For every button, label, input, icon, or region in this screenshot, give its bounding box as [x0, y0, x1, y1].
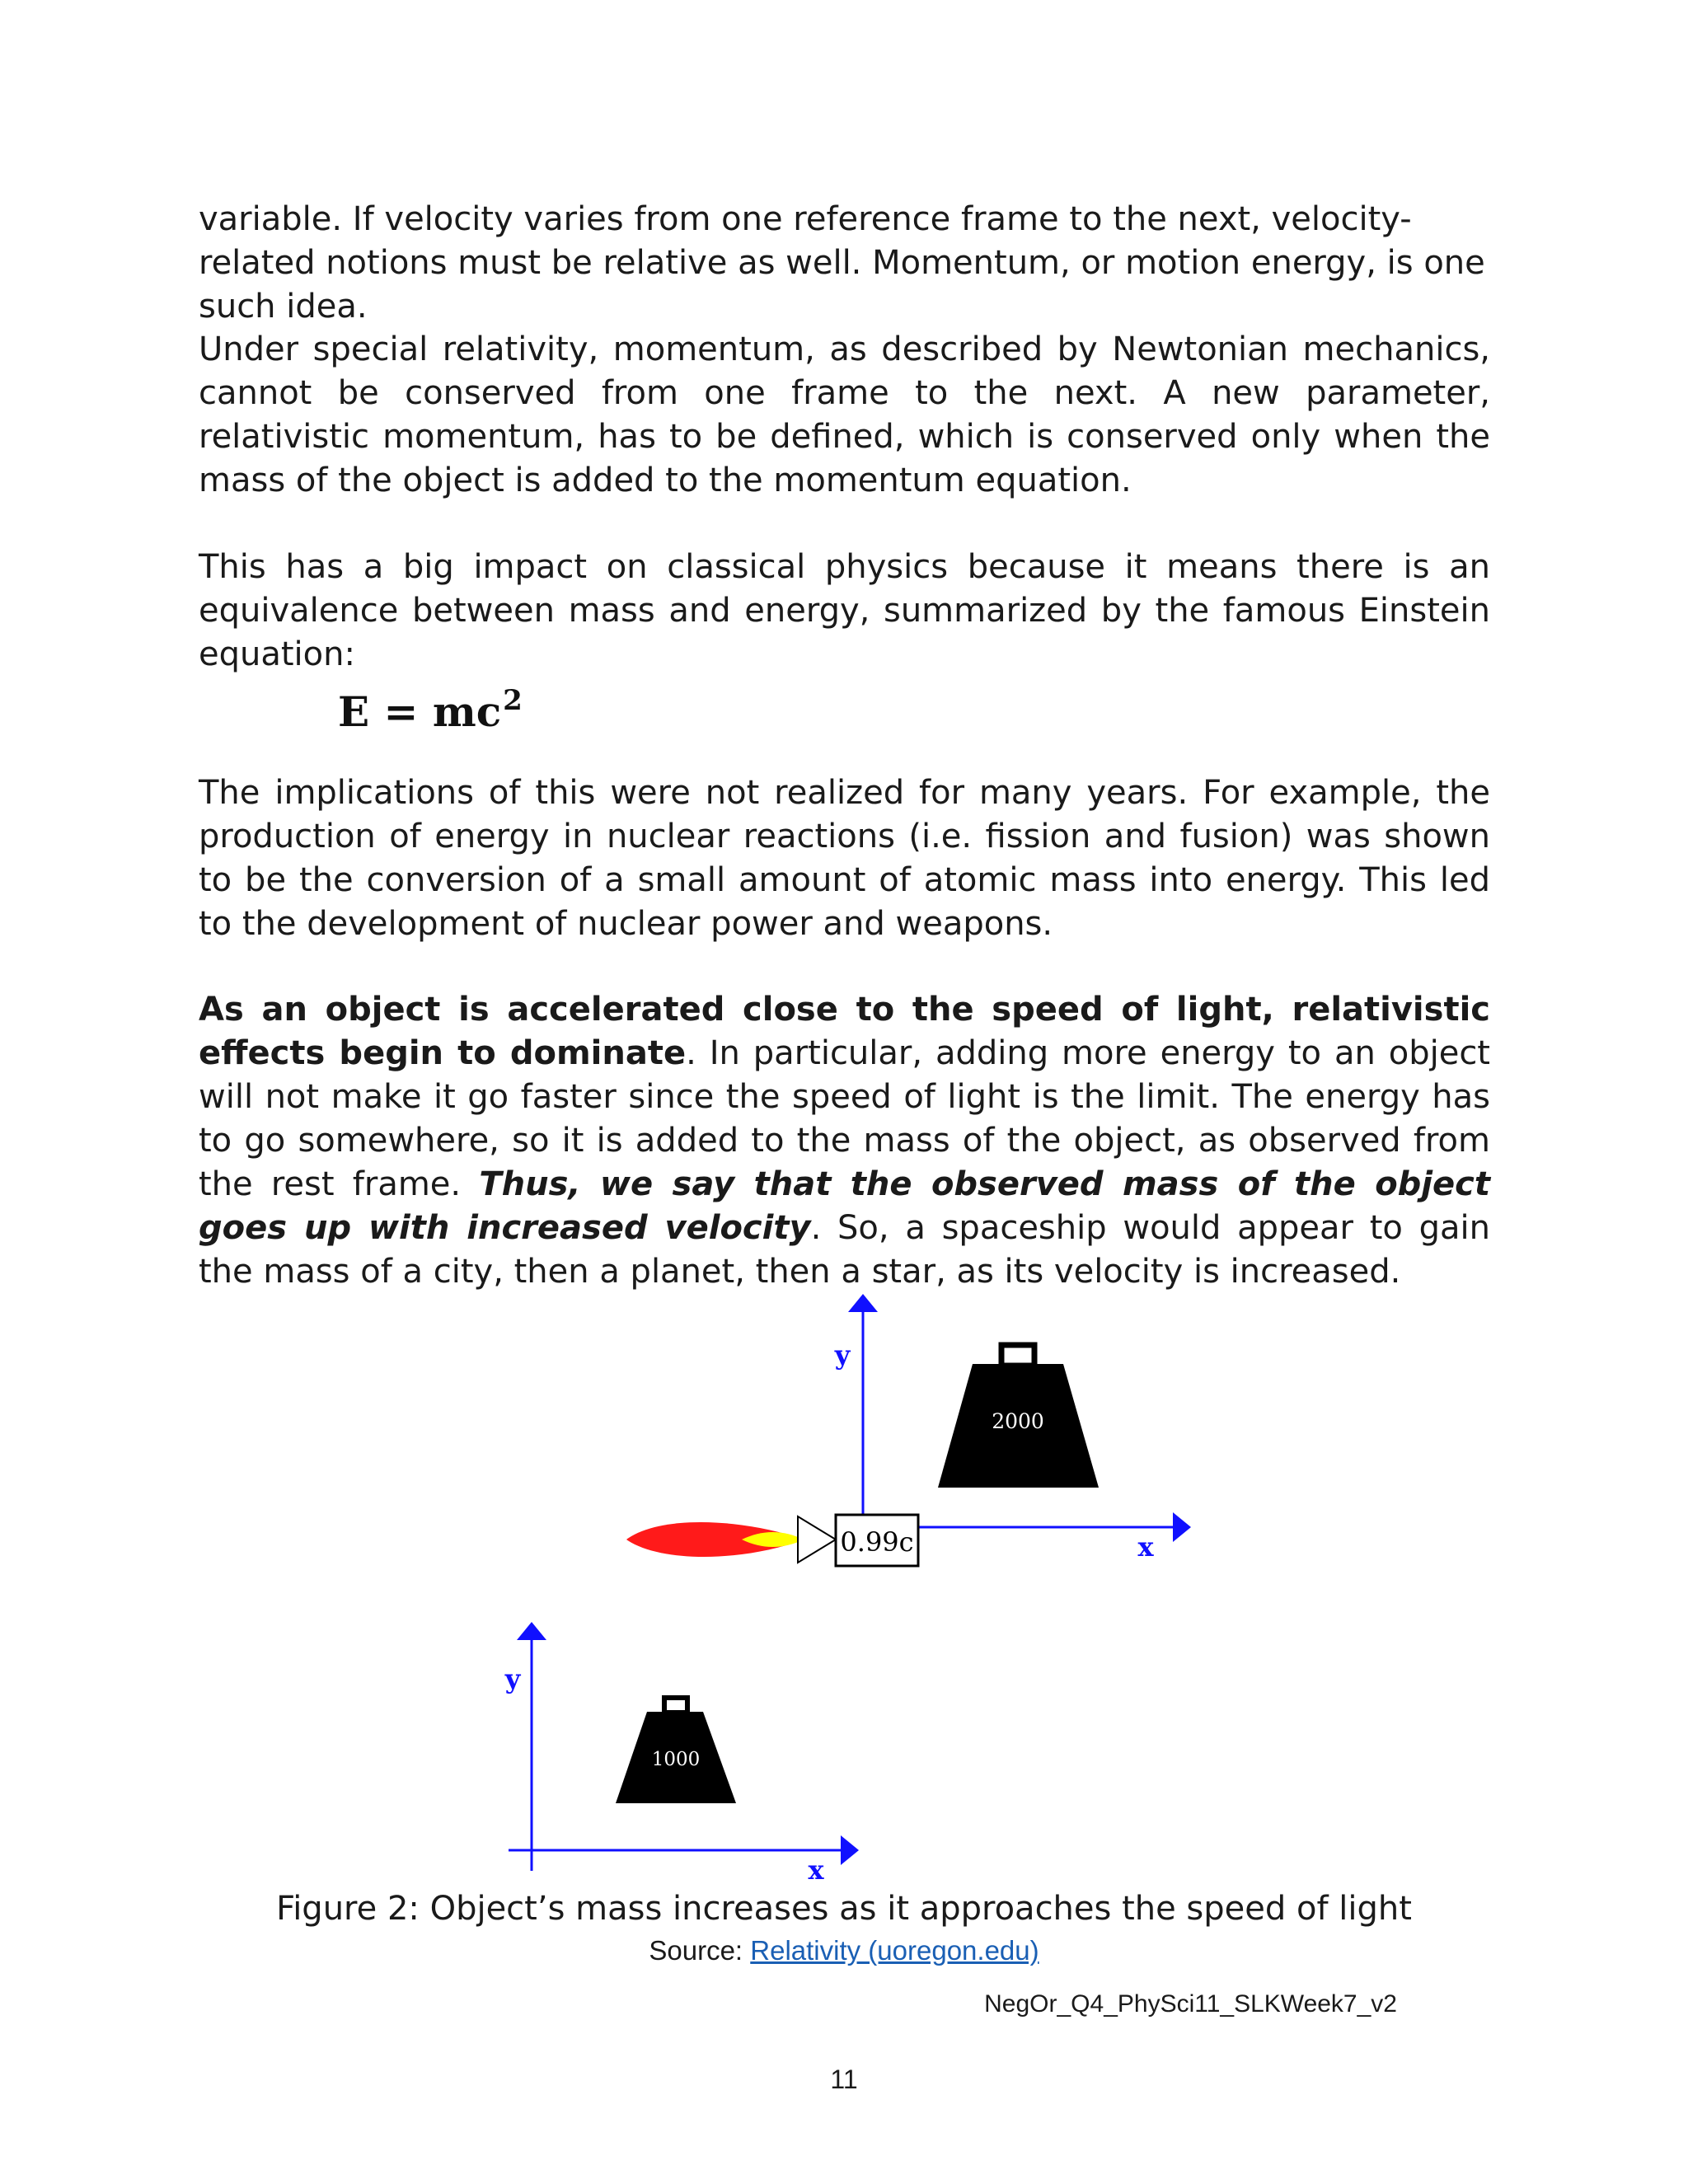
document-code: NegOr_Q4_PhySci11_SLKWeek7_v2: [984, 1990, 1397, 2018]
paragraph-momentum: Under special relativity, momentum, as described by Newtonian mechanics, cannot be conserved from one frame to the next. A new parameter, relativistic momentum, has to be defined, which is conserved only when the mass of the object is added to the momentum equation.: [199, 330, 1490, 499]
weight-1000: [616, 1698, 736, 1803]
paragraph-implications: The implications of this were not realized for many years. For example, the production of energy in nuclear reactions (i.e. fission and fusion) was shown to be the conversion of a small amount of atomic mass into energy. This led to the development of nuclear power and weapons.: [199, 774, 1490, 943]
spaceship: [626, 1515, 918, 1566]
rest-x-arrowhead: [841, 1835, 859, 1865]
body-text-b: . So, a spaceship would appear to gain the mass of a city, then a planet, then a star, as its velocity is increased.: [199, 1209, 1491, 1291]
moving-y-arrowhead: [848, 1294, 878, 1312]
paragraph-relativistic-mass: [199, 988, 1490, 1294]
equation-base: E = mc: [338, 687, 502, 736]
moving-x-arrowhead: [1173, 1512, 1191, 1542]
equation-exponent: 2: [503, 684, 523, 717]
page-number: 11: [830, 2064, 858, 2094]
rest-y-label: y: [504, 1663, 521, 1694]
moving-frame: [626, 1294, 1191, 1566]
bold-italic-text: Thus, we say that the observed mass of the object goes up with increased velocity: [199, 1165, 1490, 1247]
weight-2000-label: 2000: [992, 1409, 1044, 1433]
speed-label: 0.99c: [840, 1526, 914, 1558]
ship-nose: [798, 1516, 836, 1563]
moving-y-label: y: [834, 1339, 851, 1371]
moving-x-label: x: [1137, 1531, 1154, 1563]
rest-frame: [504, 1622, 859, 1886]
bold-lead-text: As an object is accelerated close to the speed of light, relativistic effects begin to dominate: [199, 991, 1490, 1072]
figure-caption: Figure 2: Object’s mass increases as it approaches the speed of light: [276, 1890, 1412, 1928]
paragraph-velocity: variable. If velocity varies from one reference frame to the next, velocity-related notions must be relative as well. Momentum, or motion energy, is one such idea.: [199, 200, 1485, 326]
weight-1000-handle: [664, 1698, 687, 1713]
source-link[interactable]: Relativity (uoregon.edu): [750, 1935, 1039, 1966]
rest-y-arrowhead: [517, 1622, 546, 1640]
rest-x-label: x: [808, 1854, 824, 1886]
weight-2000: [938, 1345, 1099, 1488]
mass-increase-figure: [0, 1294, 1688, 1887]
source-label: Source:: [649, 1935, 751, 1966]
weight-1000-label: 1000: [651, 1749, 701, 1770]
einstein-equation: [338, 684, 523, 736]
figure-source: [0, 1935, 1688, 1966]
paragraph-equivalence: This has a big impact on classical physics because it means there is an equivalence between mass and energy, summarized by the famous Einstein equation:: [199, 548, 1490, 673]
body-text-a: . In particular, adding more energy to an object will not make it go faster since the speed of light is the limit. The energy has to go somewhere, so it is added to the mass of the object, as observed from the rest frame.: [199, 1034, 1490, 1203]
weight-2000-handle: [1001, 1345, 1034, 1366]
